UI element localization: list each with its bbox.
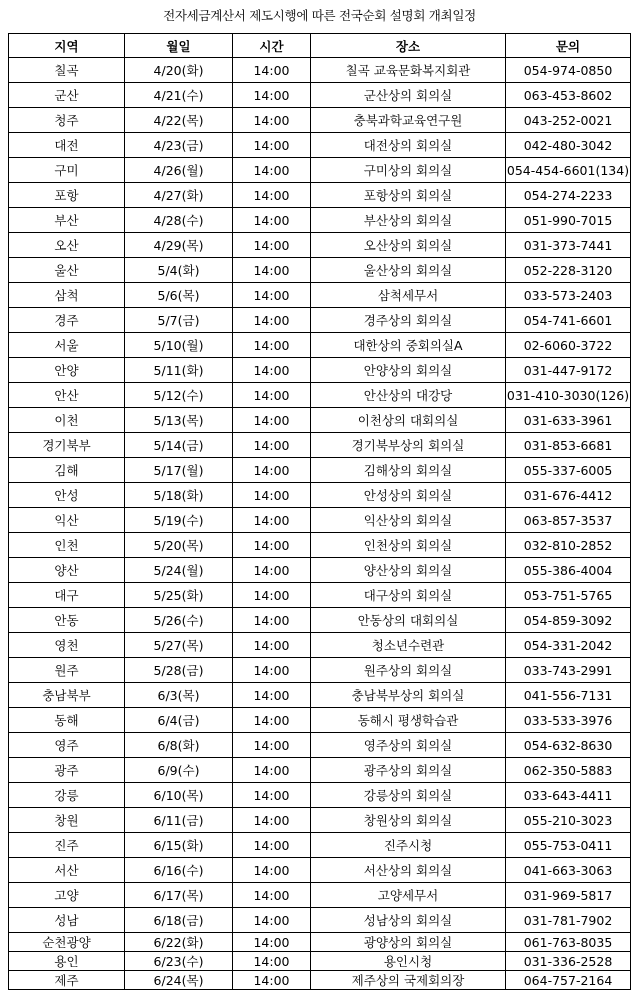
cell-contact: 031-676-4412 — [506, 483, 631, 508]
cell-region: 원주 — [9, 658, 125, 683]
cell-date: 4/27(화) — [125, 183, 233, 208]
cell-region: 용인 — [9, 952, 125, 971]
table-row — [9, 733, 631, 758]
cell-place: 군산상의 회의실 — [311, 83, 506, 108]
cell-time: 14:00 — [233, 683, 311, 708]
cell-time: 14:00 — [233, 483, 311, 508]
table-row — [9, 971, 631, 990]
cell-time: 14:00 — [233, 208, 311, 233]
cell-place: 충남북부상의 회의실 — [311, 683, 506, 708]
cell-date: 4/28(수) — [125, 208, 233, 233]
cell-place: 충북과학교육연구원 — [311, 108, 506, 133]
cell-region: 고양 — [9, 883, 125, 908]
cell-date: 5/17(월) — [125, 458, 233, 483]
cell-region: 안동 — [9, 608, 125, 633]
cell-date: 5/24(월) — [125, 558, 233, 583]
cell-date: 5/28(금) — [125, 658, 233, 683]
cell-contact: 052-228-3120 — [506, 258, 631, 283]
cell-date: 6/8(화) — [125, 733, 233, 758]
cell-time: 14:00 — [233, 558, 311, 583]
cell-place: 대한상의 중회의실A — [311, 333, 506, 358]
cell-date: 5/14(금) — [125, 433, 233, 458]
cell-contact: 033-573-2403 — [506, 283, 631, 308]
cell-contact: 054-331-2042 — [506, 633, 631, 658]
cell-place: 김해상의 회의실 — [311, 458, 506, 483]
cell-contact: 033-743-2991 — [506, 658, 631, 683]
cell-time: 14:00 — [233, 833, 311, 858]
cell-time: 14:00 — [233, 783, 311, 808]
table-row — [9, 108, 631, 133]
cell-place: 진주시청 — [311, 833, 506, 858]
cell-contact: 032-810-2852 — [506, 533, 631, 558]
table-row — [9, 233, 631, 258]
cell-time: 14:00 — [233, 158, 311, 183]
cell-region: 대전 — [9, 133, 125, 158]
cell-region: 성남 — [9, 908, 125, 933]
cell-place: 이천상의 대회의실 — [311, 408, 506, 433]
cell-place: 안산상의 대강당 — [311, 383, 506, 408]
cell-contact: 033-643-4411 — [506, 783, 631, 808]
cell-contact: 042-480-3042 — [506, 133, 631, 158]
table-row — [9, 708, 631, 733]
cell-time: 14:00 — [233, 608, 311, 633]
table-row — [9, 358, 631, 383]
cell-date: 6/24(목) — [125, 971, 233, 990]
table-row — [9, 583, 631, 608]
cell-date: 6/15(화) — [125, 833, 233, 858]
cell-contact: 061-763-8035 — [506, 933, 631, 952]
cell-place: 제주상의 국제회의장 — [311, 971, 506, 990]
cell-time: 14:00 — [233, 408, 311, 433]
cell-time: 14:00 — [233, 508, 311, 533]
table-row — [9, 933, 631, 952]
cell-region: 김해 — [9, 458, 125, 483]
cell-contact: 064-757-2164 — [506, 971, 631, 990]
cell-contact: 033-533-3976 — [506, 708, 631, 733]
cell-region: 양산 — [9, 558, 125, 583]
cell-place: 울산상의 회의실 — [311, 258, 506, 283]
cell-time: 14:00 — [233, 952, 311, 971]
header-time: 시간 — [233, 34, 311, 58]
cell-contact: 054-859-3092 — [506, 608, 631, 633]
table-row — [9, 208, 631, 233]
cell-region: 제주 — [9, 971, 125, 990]
cell-date: 5/7(금) — [125, 308, 233, 333]
cell-contact: 053-751-5765 — [506, 583, 631, 608]
table-row — [9, 483, 631, 508]
cell-region: 익산 — [9, 508, 125, 533]
cell-contact: 054-741-6601 — [506, 308, 631, 333]
cell-contact: 062-350-5883 — [506, 758, 631, 783]
cell-place: 대전상의 회의실 — [311, 133, 506, 158]
cell-contact: 031-853-6681 — [506, 433, 631, 458]
cell-date: 4/21(수) — [125, 83, 233, 108]
cell-time: 14:00 — [233, 58, 311, 83]
cell-region: 안양 — [9, 358, 125, 383]
cell-date: 6/10(목) — [125, 783, 233, 808]
cell-region: 영천 — [9, 633, 125, 658]
table-row — [9, 133, 631, 158]
table-row — [9, 833, 631, 858]
table-row — [9, 952, 631, 971]
cell-date: 5/4(화) — [125, 258, 233, 283]
cell-place: 안성상의 회의실 — [311, 483, 506, 508]
cell-contact: 054-274-2233 — [506, 183, 631, 208]
cell-contact: 051-990-7015 — [506, 208, 631, 233]
schedule-rows — [9, 58, 631, 990]
cell-time: 14:00 — [233, 808, 311, 833]
cell-date: 6/23(수) — [125, 952, 233, 971]
cell-place: 익산상의 회의실 — [311, 508, 506, 533]
table-row — [9, 658, 631, 683]
cell-time: 14:00 — [233, 458, 311, 483]
cell-time: 14:00 — [233, 883, 311, 908]
cell-contact: 031-336-2528 — [506, 952, 631, 971]
cell-contact: 031-447-9172 — [506, 358, 631, 383]
cell-place: 영주상의 회의실 — [311, 733, 506, 758]
table-row — [9, 883, 631, 908]
table-row — [9, 83, 631, 108]
cell-region: 포항 — [9, 183, 125, 208]
cell-date: 5/6(목) — [125, 283, 233, 308]
cell-place: 경기북부상의 회의실 — [311, 433, 506, 458]
cell-place: 대구상의 회의실 — [311, 583, 506, 608]
cell-place: 포항상의 회의실 — [311, 183, 506, 208]
table-row — [9, 858, 631, 883]
cell-place: 광양상의 회의실 — [311, 933, 506, 952]
cell-time: 14:00 — [233, 908, 311, 933]
cell-date: 5/19(수) — [125, 508, 233, 533]
cell-place: 양산상의 회의실 — [311, 558, 506, 583]
cell-time: 14:00 — [233, 858, 311, 883]
cell-contact: 041-556-7131 — [506, 683, 631, 708]
cell-place: 부산상의 회의실 — [311, 208, 506, 233]
cell-place: 성남상의 회의실 — [311, 908, 506, 933]
cell-region: 동해 — [9, 708, 125, 733]
table-row — [9, 633, 631, 658]
table-row — [9, 808, 631, 833]
cell-contact: 063-857-3537 — [506, 508, 631, 533]
cell-time: 14:00 — [233, 758, 311, 783]
table-row — [9, 58, 631, 83]
cell-place: 청소년수련관 — [311, 633, 506, 658]
table-row — [9, 683, 631, 708]
cell-region: 칠곡 — [9, 58, 125, 83]
cell-contact: 063-453-8602 — [506, 83, 631, 108]
table-row — [9, 383, 631, 408]
cell-place: 칠곡 교육문화복지회관 — [311, 58, 506, 83]
cell-contact: 054-632-8630 — [506, 733, 631, 758]
cell-contact: 054-454-6601(134) — [506, 158, 631, 183]
cell-place: 창원상의 회의실 — [311, 808, 506, 833]
table-row — [9, 283, 631, 308]
cell-region: 진주 — [9, 833, 125, 858]
cell-date: 5/20(목) — [125, 533, 233, 558]
cell-place: 서산상의 회의실 — [311, 858, 506, 883]
cell-time: 14:00 — [233, 933, 311, 952]
cell-region: 군산 — [9, 83, 125, 108]
cell-time: 14:00 — [233, 133, 311, 158]
cell-time: 14:00 — [233, 233, 311, 258]
cell-contact: 031-969-5817 — [506, 883, 631, 908]
header-contact: 문의 — [506, 34, 631, 58]
cell-region: 강릉 — [9, 783, 125, 808]
cell-date: 5/11(화) — [125, 358, 233, 383]
cell-contact: 055-337-6005 — [506, 458, 631, 483]
cell-time: 14:00 — [233, 633, 311, 658]
cell-time: 14:00 — [233, 333, 311, 358]
cell-region: 대구 — [9, 583, 125, 608]
cell-date: 6/3(목) — [125, 683, 233, 708]
cell-date: 5/13(목) — [125, 408, 233, 433]
table-row — [9, 183, 631, 208]
table-row — [9, 408, 631, 433]
table-row — [9, 333, 631, 358]
cell-region: 광주 — [9, 758, 125, 783]
cell-place: 용인시청 — [311, 952, 506, 971]
cell-date: 4/20(화) — [125, 58, 233, 83]
cell-time: 14:00 — [233, 733, 311, 758]
cell-place: 원주상의 회의실 — [311, 658, 506, 683]
table-row — [9, 508, 631, 533]
cell-time: 14:00 — [233, 283, 311, 308]
cell-region: 안산 — [9, 383, 125, 408]
cell-date: 5/12(수) — [125, 383, 233, 408]
header-date: 월일 — [125, 34, 233, 58]
table-row — [9, 433, 631, 458]
cell-date: 6/16(수) — [125, 858, 233, 883]
cell-date: 6/11(금) — [125, 808, 233, 833]
schedule-table — [8, 33, 631, 990]
cell-time: 14:00 — [233, 583, 311, 608]
table-row — [9, 158, 631, 183]
cell-region: 청주 — [9, 108, 125, 133]
cell-contact: 041-663-3063 — [506, 858, 631, 883]
table-row — [9, 608, 631, 633]
cell-date: 5/18(화) — [125, 483, 233, 508]
table-row — [9, 458, 631, 483]
cell-region: 오산 — [9, 233, 125, 258]
cell-region: 순천광양 — [9, 933, 125, 952]
cell-region: 경기북부 — [9, 433, 125, 458]
cell-place: 안동상의 대회의실 — [311, 608, 506, 633]
cell-region: 울산 — [9, 258, 125, 283]
cell-region: 서울 — [9, 333, 125, 358]
cell-time: 14:00 — [233, 433, 311, 458]
cell-region: 경주 — [9, 308, 125, 333]
cell-date: 5/10(월) — [125, 333, 233, 358]
table-row — [9, 783, 631, 808]
cell-time: 14:00 — [233, 383, 311, 408]
cell-contact: 043-252-0021 — [506, 108, 631, 133]
cell-date: 5/27(목) — [125, 633, 233, 658]
cell-contact: 055-210-3023 — [506, 808, 631, 833]
cell-region: 부산 — [9, 208, 125, 233]
table-row — [9, 533, 631, 558]
cell-place: 삼척세무서 — [311, 283, 506, 308]
cell-contact: 055-386-4004 — [506, 558, 631, 583]
cell-time: 14:00 — [233, 658, 311, 683]
cell-date: 4/29(목) — [125, 233, 233, 258]
cell-region: 창원 — [9, 808, 125, 833]
cell-region: 이천 — [9, 408, 125, 433]
cell-time: 14:00 — [233, 533, 311, 558]
cell-date: 6/22(화) — [125, 933, 233, 952]
cell-region: 안성 — [9, 483, 125, 508]
cell-place: 구미상의 회의실 — [311, 158, 506, 183]
cell-contact: 031-373-7441 — [506, 233, 631, 258]
cell-time: 14:00 — [233, 183, 311, 208]
cell-place: 안양상의 회의실 — [311, 358, 506, 383]
cell-region: 구미 — [9, 158, 125, 183]
cell-date: 4/22(목) — [125, 108, 233, 133]
cell-contact: 031-781-7902 — [506, 908, 631, 933]
cell-contact: 02-6060-3722 — [506, 333, 631, 358]
cell-place: 동해시 평생학습관 — [311, 708, 506, 733]
cell-region: 충남북부 — [9, 683, 125, 708]
cell-place: 강릉상의 회의실 — [311, 783, 506, 808]
cell-time: 14:00 — [233, 358, 311, 383]
table-row — [9, 908, 631, 933]
cell-time: 14:00 — [233, 708, 311, 733]
cell-contact: 055-753-0411 — [506, 833, 631, 858]
cell-place: 고양세무서 — [311, 883, 506, 908]
cell-place: 오산상의 회의실 — [311, 233, 506, 258]
cell-time: 14:00 — [233, 971, 311, 990]
cell-place: 경주상의 회의실 — [311, 308, 506, 333]
table-row — [9, 258, 631, 283]
cell-contact: 031-633-3961 — [506, 408, 631, 433]
cell-date: 4/26(월) — [125, 158, 233, 183]
cell-date: 5/26(수) — [125, 608, 233, 633]
cell-region: 인천 — [9, 533, 125, 558]
cell-date: 6/17(목) — [125, 883, 233, 908]
cell-time: 14:00 — [233, 258, 311, 283]
cell-region: 서산 — [9, 858, 125, 883]
cell-time: 14:00 — [233, 308, 311, 333]
table-row — [9, 308, 631, 333]
cell-place: 인천상의 회의실 — [311, 533, 506, 558]
cell-contact: 054-974-0850 — [506, 58, 631, 83]
cell-time: 14:00 — [233, 108, 311, 133]
cell-time: 14:00 — [233, 83, 311, 108]
cell-date: 4/23(금) — [125, 133, 233, 158]
header-place: 장소 — [311, 34, 506, 58]
cell-place: 광주상의 회의실 — [311, 758, 506, 783]
cell-region: 영주 — [9, 733, 125, 758]
header-region: 지역 — [9, 34, 125, 58]
cell-contact: 031-410-3030(126) — [506, 383, 631, 408]
cell-date: 6/9(수) — [125, 758, 233, 783]
cell-date: 6/4(금) — [125, 708, 233, 733]
page-title: 전자세금계산서 제도시행에 따른 전국순회 설명회 개최일정 — [163, 8, 476, 23]
table-row — [9, 758, 631, 783]
cell-date: 5/25(화) — [125, 583, 233, 608]
cell-date: 6/18(금) — [125, 908, 233, 933]
cell-region: 삼척 — [9, 283, 125, 308]
table-row — [9, 558, 631, 583]
header-row — [9, 34, 631, 58]
